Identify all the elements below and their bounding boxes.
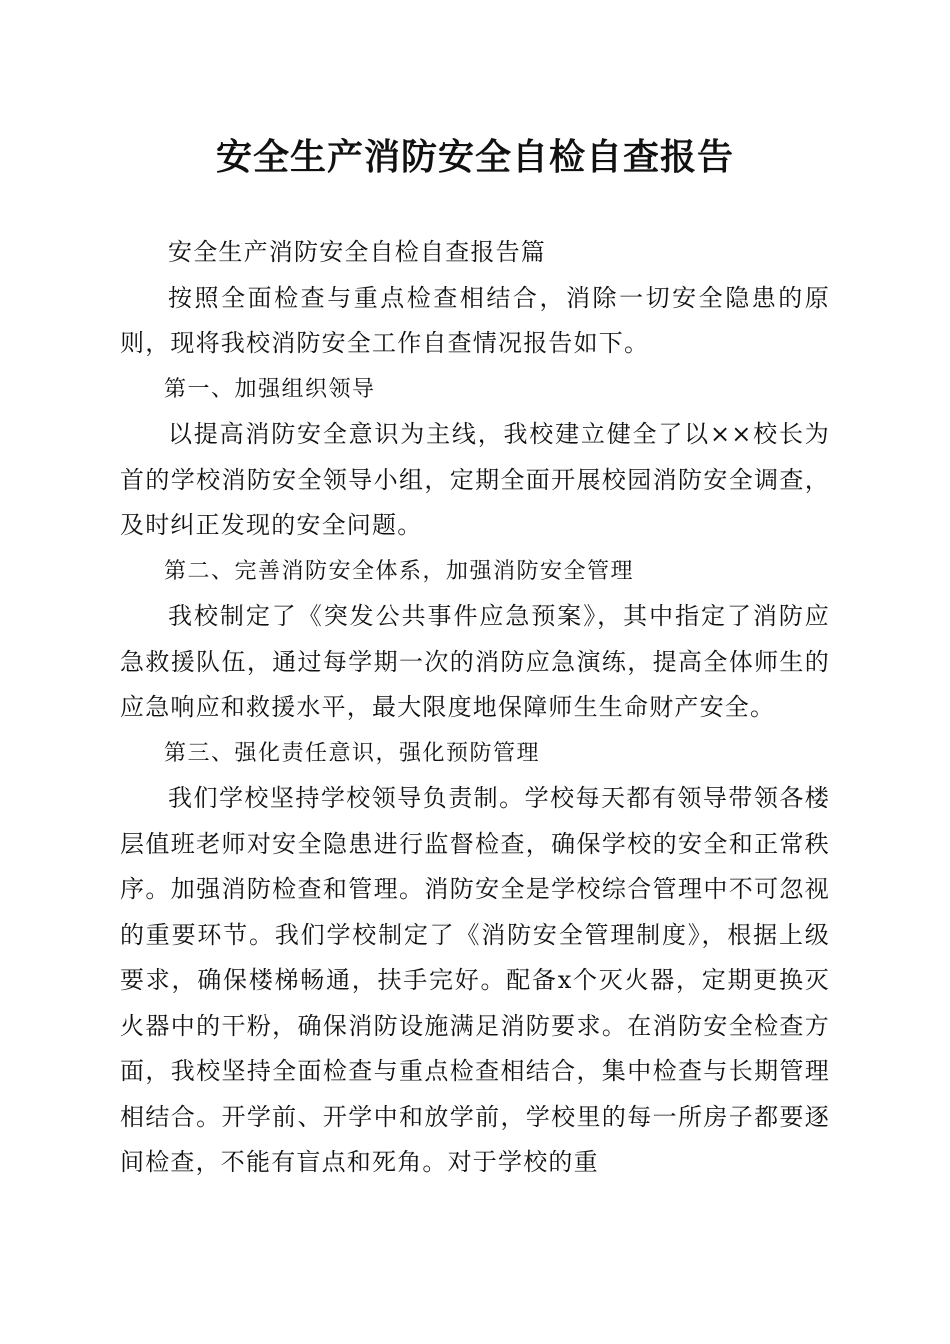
section-heading-2: 第二、完善消防安全体系，加强消防安全管理 [164,558,635,584]
paragraph-section-3: 我们学校坚持学校领导负责制。学校每天都有领导带领各楼层值班老师对安全隐患进行监督检查，确保学校的安全和正常秩序。加强消防检查和管理。消防安全是学校综合管理中不可忽视的重要环节。我们学校制定了《消防安全管理制度》，根据上级要求，确保楼梯畅通，扶手完好。配备x个灭火器，定期更换灭火器中的干粉，确保消防设施满足消防要求。在消防安全检查方面，我校坚持全面检查与重点检查相结合，集中检查与长期管理相结合。开学前、开学中和放学前，学校里的每一所房子都要逐间检查，不能有盲点和死角。对于学校的重 [120,784,830,1176]
paragraph-section-2: 我校制定了《突发公共事件应急预案》，其中指定了消防应急救援队伍，通过每学期一次的消防应急演练，提高全体师生的应急响应和救援水平，最大限度地保障师生生命财产安全。 [120,602,830,721]
paragraph-subtitle: 安全生产消防安全自检自查报告篇 [168,238,546,266]
paragraph-section-1: 以提高消防安全意识为主线，我校建立健全了以××校长为首的学校消防安全领导小组，定期全面开展校园消防安全调查，及时纠正发现的安全问题。 [120,420,830,539]
section-heading-3: 第三、强化责任意识，强化预防管理 [164,740,541,766]
section-heading-1: 第一、加强组织领导 [164,376,376,402]
paragraph-intro: 按照全面检查与重点检查相结合，消除一切安全隐患的原则，现将我校消防安全工作自查情况报告如下。 [120,283,830,357]
document-body [120,230,830,1186]
document-title: 安全生产消防安全自检自查报告 [215,136,734,178]
